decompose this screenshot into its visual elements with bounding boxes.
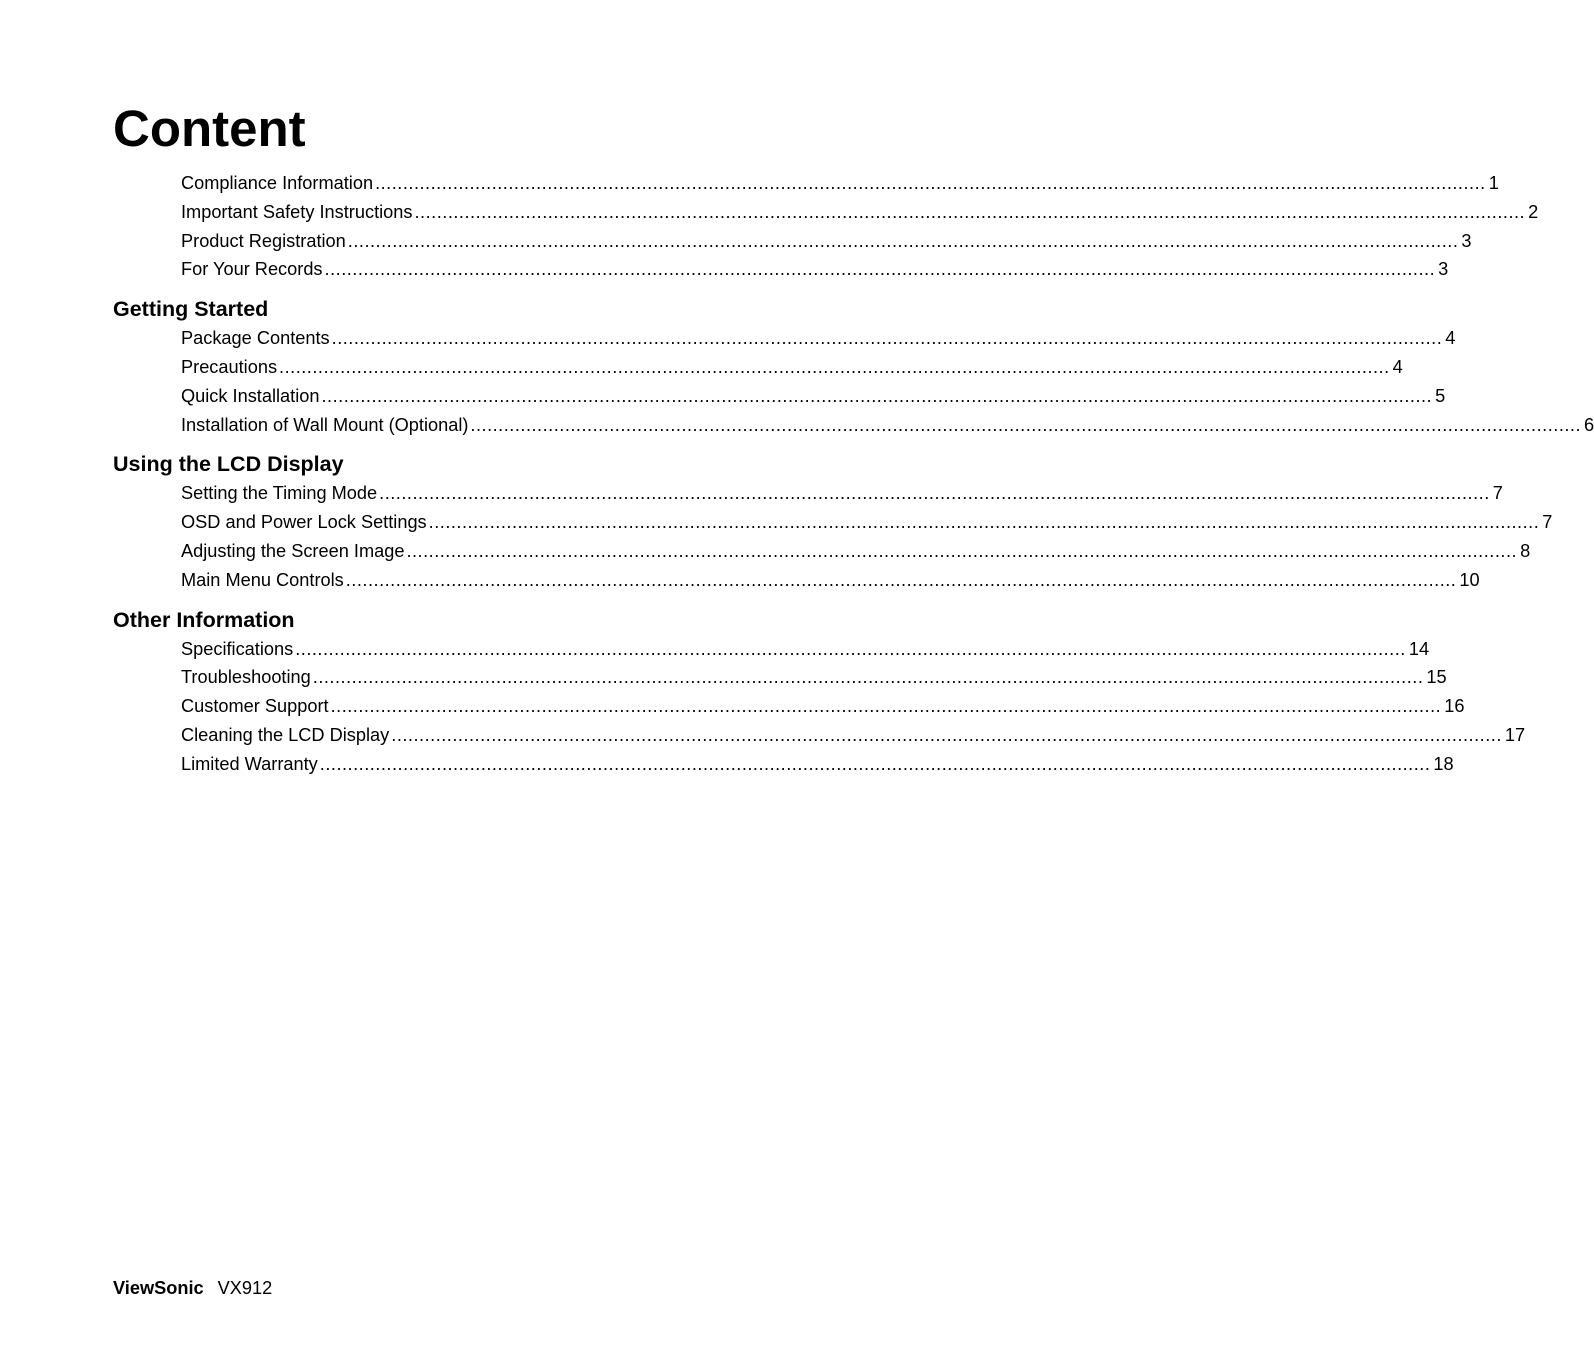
section-entries (181, 324, 1594, 439)
toc-entry-page-number: 10 (1459, 569, 1480, 590)
toc-entry (181, 750, 1454, 779)
toc-entry-page-number: 2 (1528, 201, 1539, 222)
toc-section (113, 169, 1539, 284)
dot-leader: ........................................................................................................................................................................................................ (279, 356, 1390, 377)
toc-section (113, 605, 1526, 779)
toc-entry (181, 198, 1539, 227)
toc-entry-label: Quick Installation (181, 385, 320, 406)
toc-entry-page-number: 7 (1492, 483, 1503, 504)
dot-leader: ........................................................................................................................................................................................................ (391, 724, 1502, 745)
toc-entry-page-number: 16 (1444, 696, 1465, 717)
toc-entry-label: Precautions (181, 356, 278, 377)
dot-leader: ........................................................................................................................................................................................................ (312, 667, 1424, 688)
dot-leader: ........................................................................................................................................................................................................ (428, 512, 1540, 533)
page-title: Content (113, 100, 306, 157)
toc-section (113, 449, 1553, 594)
section-heading: Other Information (113, 607, 295, 632)
dot-leader: ........................................................................................................................................................................................................ (321, 385, 1433, 406)
toc-entry-page-number: 3 (1461, 230, 1472, 251)
toc-section (113, 294, 1594, 439)
toc-entry-page-number: 5 (1435, 385, 1446, 406)
section-entries (181, 479, 1553, 594)
toc-entry-label: Compliance Information (181, 173, 374, 193)
toc-entry (181, 169, 1499, 198)
toc-entry (181, 255, 1449, 284)
toc-entry (181, 566, 1480, 595)
toc-entry-label: Troubleshooting (181, 667, 311, 688)
section-entries (181, 635, 1526, 779)
toc-entry-page-number: 4 (1445, 328, 1456, 349)
toc-entry (181, 353, 1403, 382)
toc-entry (181, 382, 1446, 411)
toc-entry-label: For Your Records (181, 259, 323, 280)
dot-leader: ........................................................................................................................................................................................................ (470, 414, 1582, 435)
toc-entry-page-number: 6 (1584, 414, 1594, 435)
footer-model: VX912 (217, 1278, 273, 1298)
section-heading: Using the LCD Display (113, 452, 344, 477)
toc-entry-page-number: 1 (1488, 173, 1499, 193)
toc-entry-label: Customer Support (181, 696, 329, 717)
dot-leader: ........................................................................................................................................................................................................ (331, 328, 1443, 349)
dot-leader: ........................................................................................................................................................................................................ (295, 638, 1406, 659)
toc-entry-page-number: 18 (1433, 753, 1454, 774)
dot-leader: ........................................................................................................................................................................................................ (379, 483, 1490, 504)
toc-entry-label: Main Menu Controls (181, 569, 344, 590)
toc-entry-label: Setting the Timing Mode (181, 483, 378, 504)
toc-entry-label: OSD and Power Lock Settings (181, 512, 427, 533)
toc-entry-label: Important Safety Instructions (181, 201, 413, 222)
toc-entry-label: Package Contents (181, 328, 330, 349)
toc-entry-label: Product Registration (181, 230, 346, 251)
dot-leader: ........................................................................................................................................................................................................ (347, 230, 1459, 251)
page-footer (113, 1276, 272, 1300)
toc-entry-page-number: 15 (1426, 667, 1447, 688)
toc-entry-label: Cleaning the LCD Display (181, 724, 390, 745)
toc-entry-page-number: 3 (1438, 259, 1449, 280)
toc-entry-page-number: 7 (1542, 512, 1553, 533)
toc-entry-label: Limited Warranty (181, 753, 318, 774)
toc-entry-label: Adjusting the Screen Image (181, 540, 405, 561)
toc-entry (181, 411, 1594, 440)
toc-entry (181, 692, 1465, 721)
dot-leader: ........................................................................................................................................................................................................ (406, 540, 1518, 561)
toc-entry (181, 721, 1526, 750)
toc-entry (181, 663, 1447, 692)
toc-entry-page-number: 17 (1504, 724, 1526, 745)
toc-entry-page-number: 4 (1392, 356, 1403, 377)
toc-entry (181, 324, 1456, 353)
toc-entry-label: Specifications (181, 638, 294, 659)
dot-leader: ........................................................................................................................................................................................................ (345, 569, 1457, 590)
section-entries (181, 169, 1539, 284)
footer-brand: ViewSonic (113, 1278, 204, 1298)
section-heading: Getting Started (113, 297, 269, 322)
dot-leader: ........................................................................................................................................................................................................ (330, 696, 1442, 717)
toc-entry (181, 227, 1472, 256)
dot-leader: ........................................................................................................................................................................................................ (375, 173, 1486, 193)
dot-leader: ........................................................................................................................................................................................................ (324, 259, 1436, 280)
toc-entry (181, 537, 1531, 566)
dot-leader: ........................................................................................................................................................................................................ (319, 753, 1431, 774)
toc-entry-page-number: 14 (1408, 638, 1430, 659)
dot-leader: ........................................................................................................................................................................................................ (414, 201, 1526, 222)
toc-entry-page-number: 8 (1520, 540, 1531, 561)
table-of-contents (113, 169, 1594, 779)
toc-entry (181, 635, 1430, 664)
toc-entry (181, 508, 1553, 537)
toc-entry-label: Installation of Wall Mount (Optional) (181, 414, 469, 435)
toc-entry (181, 479, 1503, 508)
